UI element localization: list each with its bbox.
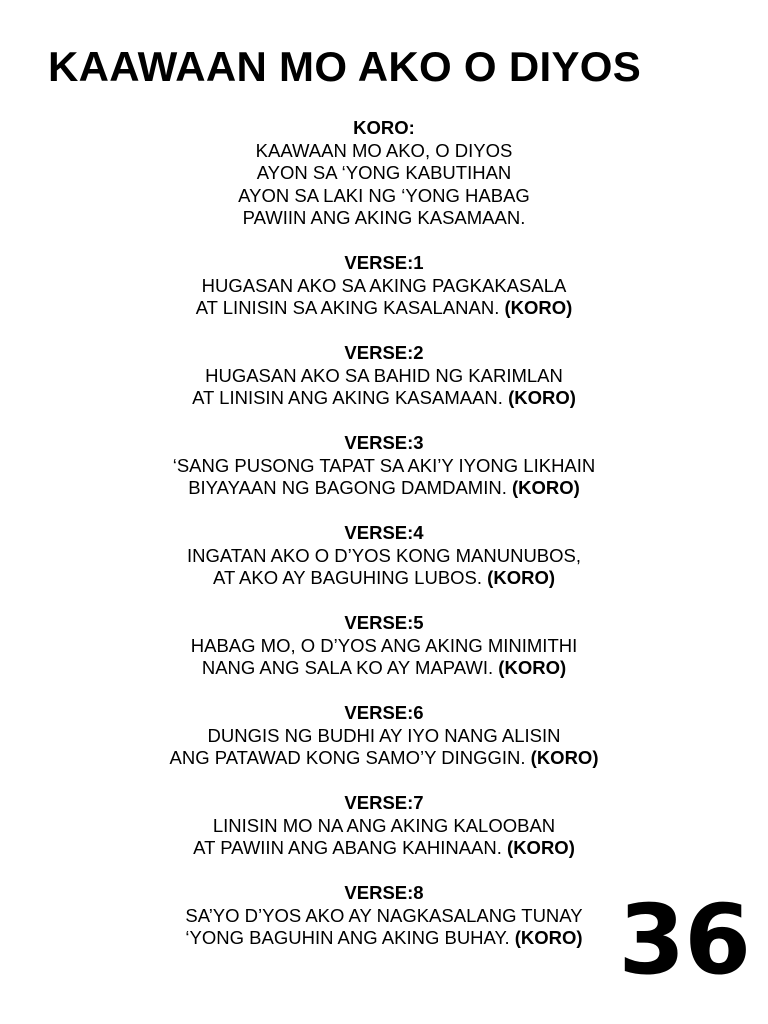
chorus-line: KAAWAAN MO AKO, O DIYOS [255, 139, 513, 161]
verse-3-block [0, 432, 768, 500]
refrain-marker: (KORO) [487, 567, 555, 588]
verse-line-with-refrain [0, 387, 768, 410]
chorus-line: AYON SA LAKI NG ‘YONG HABAG [238, 184, 530, 206]
refrain-marker: (KORO) [514, 927, 583, 948]
verse-line-with-refrain [0, 657, 768, 680]
chorus-block [0, 117, 768, 230]
verse-line: HUGASAN AKO SA AKING PAGKAKASALA [201, 274, 567, 296]
verse-6-block [0, 702, 768, 770]
refrain-marker: (KORO) [507, 837, 575, 858]
refrain-marker: (KORO) [511, 477, 580, 498]
verse-line: HUGASAN AKO SA BAHID NG KARIMLAN [205, 364, 563, 386]
page-title: KAAWAAN MO AKO O DIYOS [48, 43, 642, 90]
verse-line-text: AT AKO AY BAGUHING LUBOS. [213, 567, 483, 588]
verse-line: LINISIN MO NA ANG AKING KALOOBAN [212, 814, 556, 836]
verse-line: ‘SANG PUSONG TAPAT SA AKI’Y IYONG LIKHAIN [172, 454, 596, 476]
chorus-line: PAWIIN ANG AKING KASAMAAN. [242, 207, 526, 228]
verse-line: DUNGIS NG BUDHI AY IYO NANG ALISIN [207, 724, 561, 746]
verse-line-text: ‘YONG BAGUHIN ANG AKING BUHAY. [185, 927, 510, 948]
verse-label: VERSE:4 [344, 522, 424, 543]
verse-line-text: NANG ANG SALA KO AY MAPAWI. [201, 657, 494, 678]
verse-line-with-refrain [0, 567, 768, 590]
verse-line-with-refrain [0, 477, 768, 500]
verse-line: SA’YO D’YOS AKO AY NAGKASALANG TUNAY [185, 904, 583, 926]
verse-label: VERSE:1 [344, 252, 424, 273]
lyrics [0, 117, 768, 972]
verse-label: VERSE:8 [344, 882, 424, 903]
page-number: 36 [618, 884, 750, 996]
verse-label: VERSE:5 [344, 612, 424, 633]
verse-line: HABAG MO, O D’YOS ANG AKING MINIMITHI [190, 634, 578, 656]
refrain-marker: (KORO) [508, 387, 576, 408]
verse-5-block [0, 612, 768, 680]
chorus-line: AYON SA ‘YONG KABUTIHAN [256, 162, 512, 183]
verse-line-with-refrain [0, 837, 768, 860]
verse-line-text: BIYAYAAN NG BAGONG DAMDAMIN. [188, 477, 507, 498]
chorus-label: KORO: [353, 117, 415, 138]
refrain-marker: (KORO) [498, 657, 567, 678]
verse-line-text: AT LINISIN ANG AKING KASAMAAN. [192, 387, 503, 408]
verse-line-text: AT PAWIIN ANG ABANG KAHINAAN. [193, 837, 502, 858]
verse-label: VERSE:3 [344, 432, 424, 453]
verse-line: INGATAN AKO O D’YOS KONG MANUNUBOS, [186, 544, 582, 566]
verse-line-text: AT LINISIN SA AKING KASALANAN. [195, 297, 500, 318]
verse-4-block [0, 522, 768, 590]
verse-line-text: ANG PATAWAD KONG SAMO’Y DINGGIN. [169, 747, 526, 768]
refrain-marker: (KORO) [530, 747, 599, 768]
refrain-marker: (KORO) [504, 297, 573, 318]
verse-2-block [0, 342, 768, 410]
verse-line-with-refrain [0, 747, 768, 770]
verse-1-block [0, 252, 768, 320]
verse-label: VERSE:7 [344, 792, 424, 813]
verse-label: VERSE:2 [344, 342, 424, 363]
verse-7-block [0, 792, 768, 860]
verse-line-with-refrain [0, 297, 768, 320]
verse-label: VERSE:6 [344, 702, 424, 723]
